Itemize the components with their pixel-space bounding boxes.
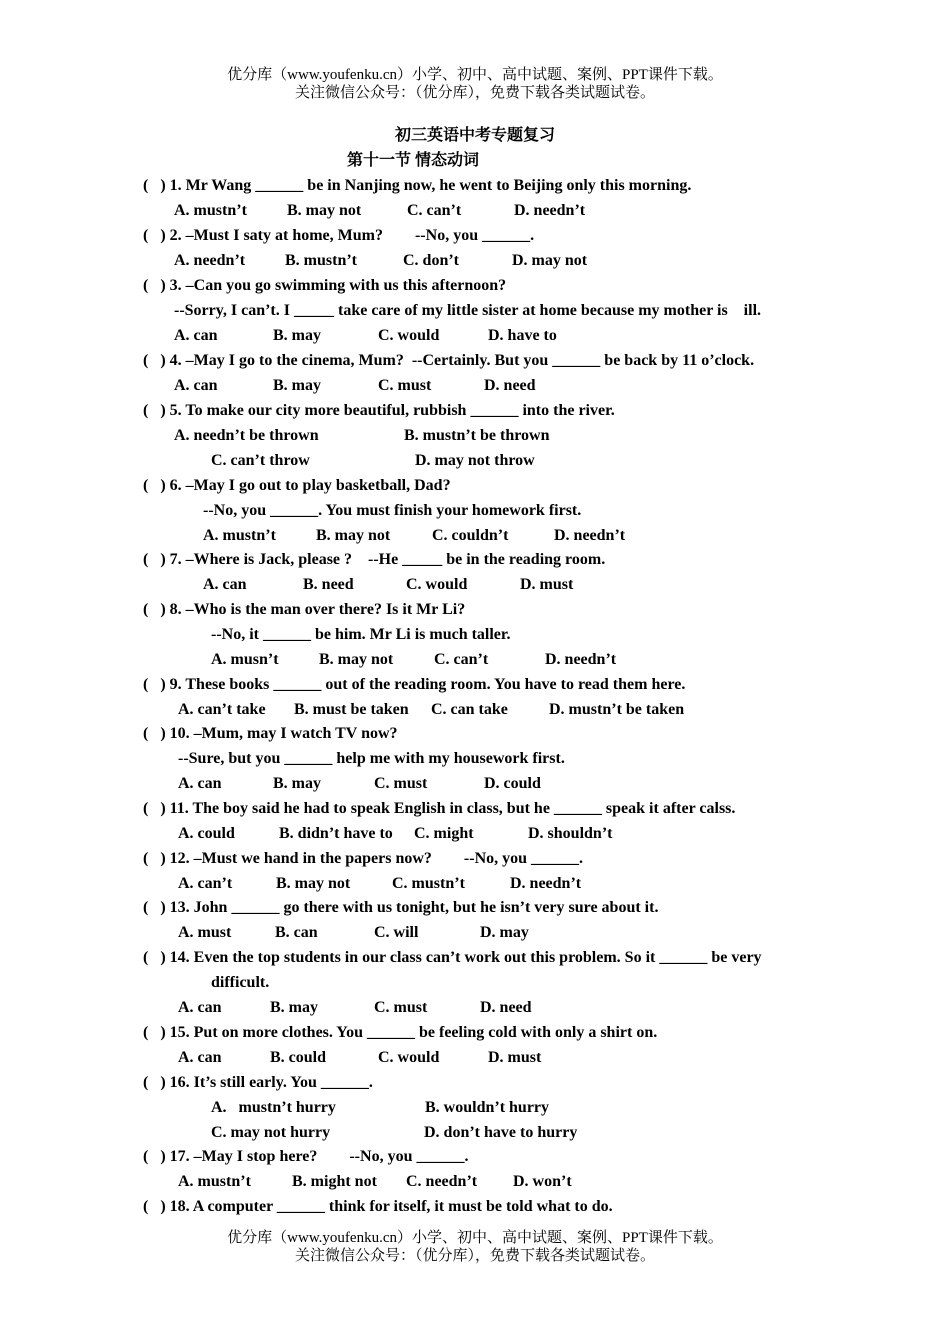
q4-option-b: B. may xyxy=(273,377,321,394)
question-10: ( ) 10. –Mum, may I watch TV now? xyxy=(143,725,398,742)
q16-option-b: B. wouldn’t hurry xyxy=(425,1099,550,1116)
question-18: ( ) 18. A computer ______ think for itself, it must be told what to do. xyxy=(143,1198,613,1215)
q13-option-b: B. can xyxy=(275,924,318,941)
question-10-line-2: --Sure, but you ______ help me with my housework first. xyxy=(178,750,565,767)
q15-option-a: A. can xyxy=(178,1049,222,1066)
question-16: ( ) 16. It’s still early. You ______. xyxy=(143,1074,373,1091)
q11-option-d: D. shouldn’t xyxy=(528,825,613,842)
header-line-2: 关注微信公众号：（优分库），免费下载各类试题试卷。 xyxy=(294,85,655,101)
q15-option-c: C. would xyxy=(378,1049,440,1066)
q14-option-a: A. can xyxy=(178,999,222,1016)
q14-option-b: B. may xyxy=(270,999,318,1016)
question-3: ( ) 3. –Can you go swimming with us this afternoon? xyxy=(143,277,507,294)
q10-option-c: C. must xyxy=(374,775,428,792)
question-11: ( ) 11. The boy said he had to speak English in class, but he ______ speak it after calss. xyxy=(143,800,736,817)
footer-line-2: 关注微信公众号：（优分库），免费下载各类试题试卷。 xyxy=(294,1248,655,1264)
q5-option-b: B. mustn’t be thrown xyxy=(404,427,550,444)
question-1: ( ) 1. Mr Wang ______ be in Nanjing now, he went to Beijing only this morning. xyxy=(143,177,692,194)
question-6: ( ) 6. –May I go out to play basketball, Dad? xyxy=(143,477,451,494)
q10-option-b: B. may xyxy=(273,775,321,792)
header-line-1: 优分库（www.youfenku.cn）小学、初中、高中试题、案例、PPT课件下载。 xyxy=(227,67,723,83)
q8-option-b: B. may not xyxy=(319,651,394,668)
question-2: ( ) 2. –Must I saty at home, Mum? --No, you ______. xyxy=(143,227,535,244)
q8-option-c: C. can’t xyxy=(434,651,489,668)
question-6-line-2: --No, you ______. You must finish your homework first. xyxy=(203,502,582,519)
page-footer xyxy=(0,1229,950,1265)
q5-option-a: A. needn’t be thrown xyxy=(174,427,319,444)
q1-option-c: C. can’t xyxy=(407,202,462,219)
q6-option-a: A. mustn’t xyxy=(203,527,276,544)
q2-option-c: C. don’t xyxy=(403,252,460,269)
q3-option-a: A. can xyxy=(174,327,218,344)
question-8: ( ) 8. –Who is the man over there? Is it Mr Li? xyxy=(143,601,466,618)
q9-option-a: A. can’t take xyxy=(178,701,266,718)
q17-option-a: A. mustn’t xyxy=(178,1173,251,1190)
q8-option-d: D. needn’t xyxy=(545,651,617,668)
q15-option-d: D. must xyxy=(488,1049,542,1066)
q11-option-b: B. didn’t have to xyxy=(279,825,393,842)
q1-option-b: B. may not xyxy=(287,202,362,219)
q17-option-c: C. needn’t xyxy=(406,1173,478,1190)
q14-option-d: D. need xyxy=(480,999,532,1016)
footer-line-1: 优分库（www.youfenku.cn）小学、初中、高中试题、案例、PPT课件下载。 xyxy=(227,1230,723,1246)
question-17: ( ) 17. –May I stop here? --No, you ______. xyxy=(143,1148,469,1165)
q16-option-a: A. mustn’t hurry xyxy=(211,1099,336,1116)
q2-option-d: D. may not xyxy=(512,252,588,269)
q3-option-c: C. would xyxy=(378,327,440,344)
q7-option-d: D. must xyxy=(520,576,574,593)
q14-option-c: C. must xyxy=(374,999,428,1016)
q13-option-a: A. must xyxy=(178,924,232,941)
q3-option-b: B. may xyxy=(273,327,321,344)
question-7: ( ) 7. –Where is Jack, please ? --He _____ be in the reading room. xyxy=(143,551,606,568)
q16-option-d: D. don’t have to hurry xyxy=(424,1124,578,1141)
section-title: 第十一节 情态动词 xyxy=(347,152,480,169)
q3-option-d: D. have to xyxy=(488,327,557,344)
question-14: ( ) 14. Even the top students in our class can’t work out this problem. So it ______ be very xyxy=(143,949,762,966)
question-5: ( ) 5. To make our city more beautiful, rubbish ______ into the river. xyxy=(143,402,615,419)
q12-option-d: D. needn’t xyxy=(510,875,582,892)
q15-option-b: B. could xyxy=(270,1049,327,1066)
q8-option-a: A. musn’t xyxy=(211,651,279,668)
q13-option-c: C. will xyxy=(374,924,419,941)
q13-option-d: D. may xyxy=(480,924,529,941)
q2-option-b: B. mustn’t xyxy=(285,252,358,269)
q17-option-b: B. might not xyxy=(292,1173,377,1190)
question-9: ( ) 9. These books ______ out of the reading room. You have to read them here. xyxy=(143,676,686,693)
document-title: 初三英语中考专题复习 xyxy=(394,127,555,144)
q1-option-a: A. mustn’t xyxy=(174,202,247,219)
q5-option-d: D. may not throw xyxy=(415,452,535,469)
q4-option-c: C. must xyxy=(378,377,432,394)
q2-option-a: A. needn’t xyxy=(174,252,246,269)
q1-option-d: D. needn’t xyxy=(514,202,586,219)
q6-option-d: D. needn’t xyxy=(554,527,626,544)
q11-option-a: A. could xyxy=(178,825,235,842)
q12-option-c: C. mustn’t xyxy=(392,875,465,892)
question-12: ( ) 12. –Must we hand in the papers now? --No, you ______. xyxy=(143,850,584,867)
q12-option-b: B. may not xyxy=(276,875,351,892)
q7-option-b: B. need xyxy=(303,576,354,593)
page-header xyxy=(0,66,950,102)
q7-option-c: C. would xyxy=(406,576,468,593)
q12-option-a: A. can’t xyxy=(178,875,233,892)
q10-option-a: A. can xyxy=(178,775,222,792)
q17-option-d: D. won’t xyxy=(513,1173,572,1190)
q9-option-b: B. must be taken xyxy=(294,701,409,718)
q4-option-d: D. need xyxy=(484,377,536,394)
question-14-line-2: difficult. xyxy=(211,974,270,991)
q4-option-a: A. can xyxy=(174,377,218,394)
q10-option-d: D. could xyxy=(484,775,541,792)
question-4: ( ) 4. –May I go to the cinema, Mum? --Certainly. But you ______ be back by 11 o’clock. xyxy=(143,352,755,369)
question-13: ( ) 13. John ______ go there with us tonight, but he isn’t very sure about it. xyxy=(143,899,659,916)
q7-option-a: A. can xyxy=(203,576,247,593)
q9-option-c: C. can take xyxy=(431,701,508,718)
q9-option-d: D. mustn’t be taken xyxy=(549,701,685,718)
q6-option-b: B. may not xyxy=(316,527,391,544)
question-3-line-2: --Sorry, I can’t. I _____ take care of my little sister at home because my mother is ill. xyxy=(174,302,762,319)
question-8-line-2: --No, it ______ be him. Mr Li is much taller. xyxy=(211,626,511,643)
question-15: ( ) 15. Put on more clothes. You ______ be feeling cold with only a shirt on. xyxy=(143,1024,658,1041)
q5-option-c: C. can’t throw xyxy=(211,452,310,469)
q16-option-c: C. may not hurry xyxy=(211,1124,331,1141)
q11-option-c: C. might xyxy=(414,825,474,842)
q6-option-c: C. couldn’t xyxy=(432,527,509,544)
